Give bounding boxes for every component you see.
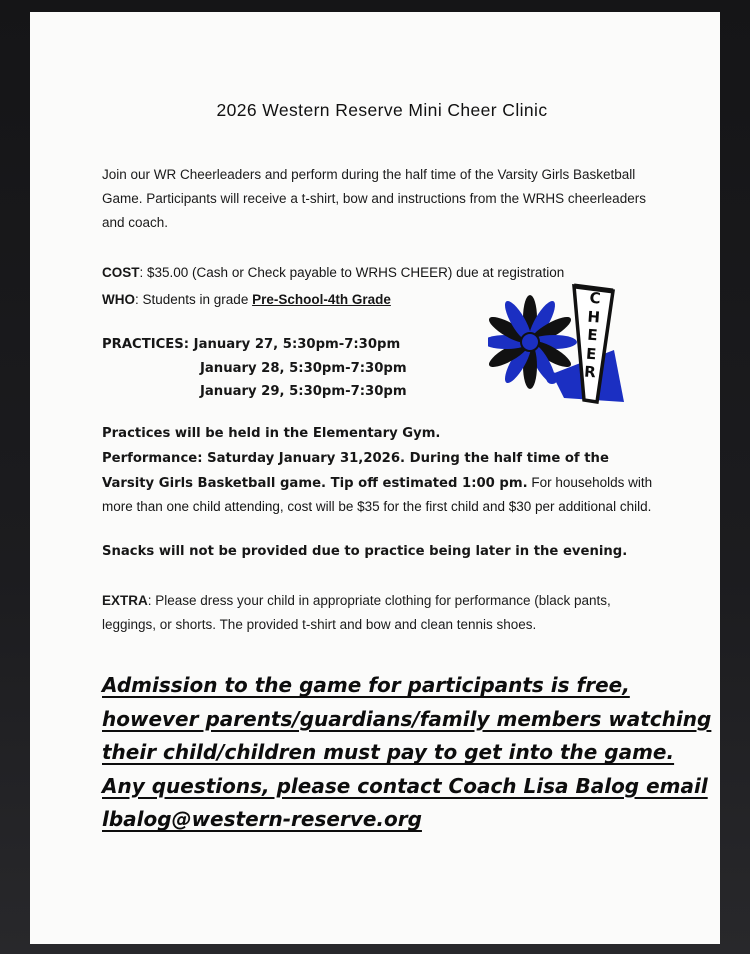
admission-notice: [102, 669, 712, 837]
who-text: : Students in grade: [135, 292, 253, 307]
snacks-line: Snacks will not be provided due to practice being later in the evening.: [102, 543, 628, 559]
extra-paragraph: [102, 589, 658, 637]
location-line: Practices will be held in the Elementary Gym.: [102, 425, 441, 441]
practice-date-3: January 29, 5:30pm-7:30pm: [200, 384, 407, 399]
practices-label: PRACTICES:: [102, 337, 194, 352]
cost-label: COST: [102, 265, 140, 280]
performance-regular-text: For households with more than one child attending, cost will be $35 for the first child and $30 per additional child.: [102, 474, 653, 514]
practice-date-2: January 28, 5:30pm-7:30pm: [200, 360, 407, 376]
extra-label: EXTRA: [102, 593, 148, 608]
cheer-clipart: [488, 282, 630, 410]
contact-email-text: lbalog@western-reserve.org: [102, 807, 422, 831]
admission-line: Any questions, please contact Coach Lisa Balog email: [102, 773, 708, 798]
practice-date-1: January 27, 5:30pm-7:30pm: [193, 337, 401, 352]
performance-bold-text: Performance: Saturday January 31,2026. During the half time of the Varsity Girls Basketball game. Tip off estimated 1:00 pm.: [102, 451, 609, 491]
megaphone-cheer-text: CHEER: [583, 288, 602, 382]
cheer-clipart-graphic: [488, 282, 630, 410]
cost-text: : $35.00 (Cash or Check payable to WRHS CHEER) due at registration: [139, 265, 565, 280]
flyer-page: [30, 12, 720, 944]
who-label: WHO: [102, 292, 135, 307]
intro-paragraph: Join our WR Cheerleaders and perform during the half time of the Varsity Girls Basketball Game. Participants will receive a t-shirt, bow and instructions from the WRHS cheerleaders and coach.: [102, 167, 646, 230]
page-title: 2026 Western Reserve Mini Cheer Clinic: [216, 100, 548, 120]
admission-line: Admission to the game for participants is free,: [102, 673, 630, 697]
admission-line: their child/children must pay to get into the game.: [102, 740, 675, 764]
admission-line: however parents/guardians/family members watching: [102, 706, 712, 731]
extra-text: : Please dress your child in appropriate clothing for performance (black pants, leggings, or shorts. The provided t-shirt and bow and clean tennis shoes.: [102, 593, 611, 632]
flyer-content: [30, 12, 720, 837]
performance-paragraph: [102, 447, 662, 520]
who-grades: Pre-School-4th Grade: [252, 292, 391, 307]
